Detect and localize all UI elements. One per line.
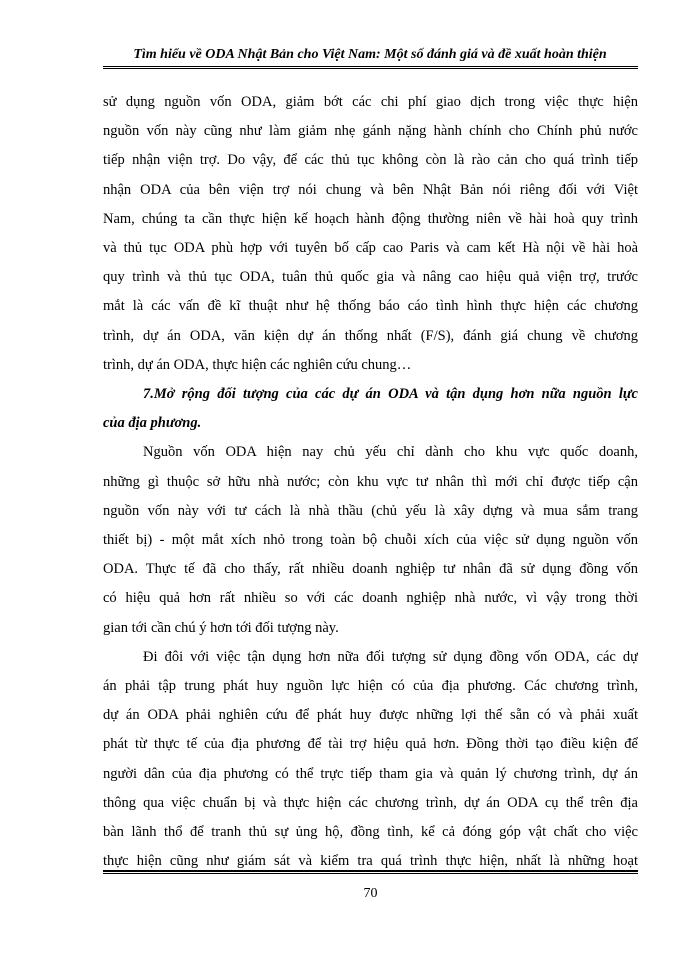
text-line: ODA. Thực tế đã cho thấy, rất nhiều doanh nghiệp tư nhân đã sử dụng đồng vốn <box>103 561 638 578</box>
text-line: sử dụng nguồn vốn ODA, giảm bớt các chi phí giao dịch trong việc thực hiện <box>103 94 638 110</box>
text-line: có hiệu quả hơn rất nhiều so với các doanh nghiệp nhà nước, vì vậy trong thời <box>103 590 638 607</box>
section-heading <box>103 380 638 438</box>
text-line: trình, dự án ODA, văn kiện dự án thống nhất (F/S), đánh giá chung về chương <box>103 327 638 344</box>
text-line: và thủ tục ODA phù hợp với tuyên bố cấp cao Paris và cam kết Hà nội về hài hoà <box>103 240 638 257</box>
page-number: 70 <box>363 886 378 901</box>
paragraph <box>103 643 638 877</box>
text-line: những gì thuộc sở hữu nhà nước; còn khu vực tư nhân thì mới chỉ được tiếp cận <box>103 473 638 490</box>
text-line: bàn lãnh thổ để tranh thủ sự ủng hộ, đồng tình, kể cả đóng góp vật chất cho việc <box>103 824 638 841</box>
running-header: Tìm hiểu về ODA Nhật Bản cho Việt Nam: Một số đánh giá và đề xuất hoàn thiện <box>133 47 607 62</box>
text-line: nhận ODA của bên viện trợ nói chung và bên Nhật Bản nói riêng đối với Việt <box>103 181 638 198</box>
text-line: quy trình và thủ tục ODA, tuân thủ quốc gia và nâng cao hiệu quả viện trợ, trước <box>103 269 638 286</box>
footer-divider <box>103 870 638 874</box>
paragraph <box>103 438 638 642</box>
text-line: nguồn vốn này với tư cách là nhà thầu (chủ yếu là xây dựng và mua sắm trang <box>103 502 638 519</box>
text-line: Đi đôi với việc tận dụng hơn nữa đối tượng sử dụng đồng vốn ODA, các dự <box>143 648 638 665</box>
text-line: thiết bị) - một mắt xích nhỏ trong toàn bộ chuỗi xích của việc sử dụng nguồn vốn <box>103 532 638 549</box>
text-line: thông qua việc chuẩn bị và thực hiện các chương trình, dự án ODA cụ thể trên địa <box>103 794 638 811</box>
heading-line: của địa phương. <box>103 415 202 432</box>
text-line: dự án ODA phải nghiên cứu để phát huy được những lợi thế sẵn có và phải xuất <box>103 707 638 724</box>
text-line: nguồn vốn này cũng như làm giảm nhẹ gánh nặng hành chính cho Chính phủ nước <box>103 123 638 140</box>
header-divider <box>103 66 638 69</box>
text-line: thực hiện cũng như giám sát và kiểm tra quá trình thực hiện, nhất là những hoạt <box>103 853 638 870</box>
text-line: phát từ thực tế của địa phương để tài trợ hiệu quả hơn. Đồng thời tạo điều kiện để <box>103 736 638 753</box>
text-line: mắt là các vấn đề kĩ thuật như hệ thống báo cáo tình hình thực hiện các chương <box>103 298 638 315</box>
text-line: Nam, chúng ta cần thực hiện kế hoạch hành động thường niên về hài hoà quy trình <box>103 210 638 227</box>
text-line: trình, dự án ODA, thực hiện các nghiên cứu chung… <box>103 356 412 373</box>
text-line: gian tới cần chú ý hơn tới đối tượng này. <box>103 619 339 636</box>
text-line: Nguồn vốn ODA hiện nay chủ yếu chỉ dành cho khu vực quốc doanh, <box>143 444 638 461</box>
body-text <box>103 88 638 876</box>
text-line: người dân của địa phương có thể trực tiếp tham gia và quản lý chương trình, dự án <box>103 765 638 782</box>
heading-line: 7.Mở rộng đối tượng của các dự án ODA và tận dụng hơn nữa nguồn lực <box>143 386 638 403</box>
text-line: án phải tập trung phát huy nguồn lực hiện có của địa phương. Các chương trình, <box>103 678 638 695</box>
text-line: tiếp nhận viện trợ. Do vậy, để các thủ tục không còn là rào cản cho quá trình tiếp <box>103 152 638 169</box>
paragraph-continuation <box>103 88 638 380</box>
